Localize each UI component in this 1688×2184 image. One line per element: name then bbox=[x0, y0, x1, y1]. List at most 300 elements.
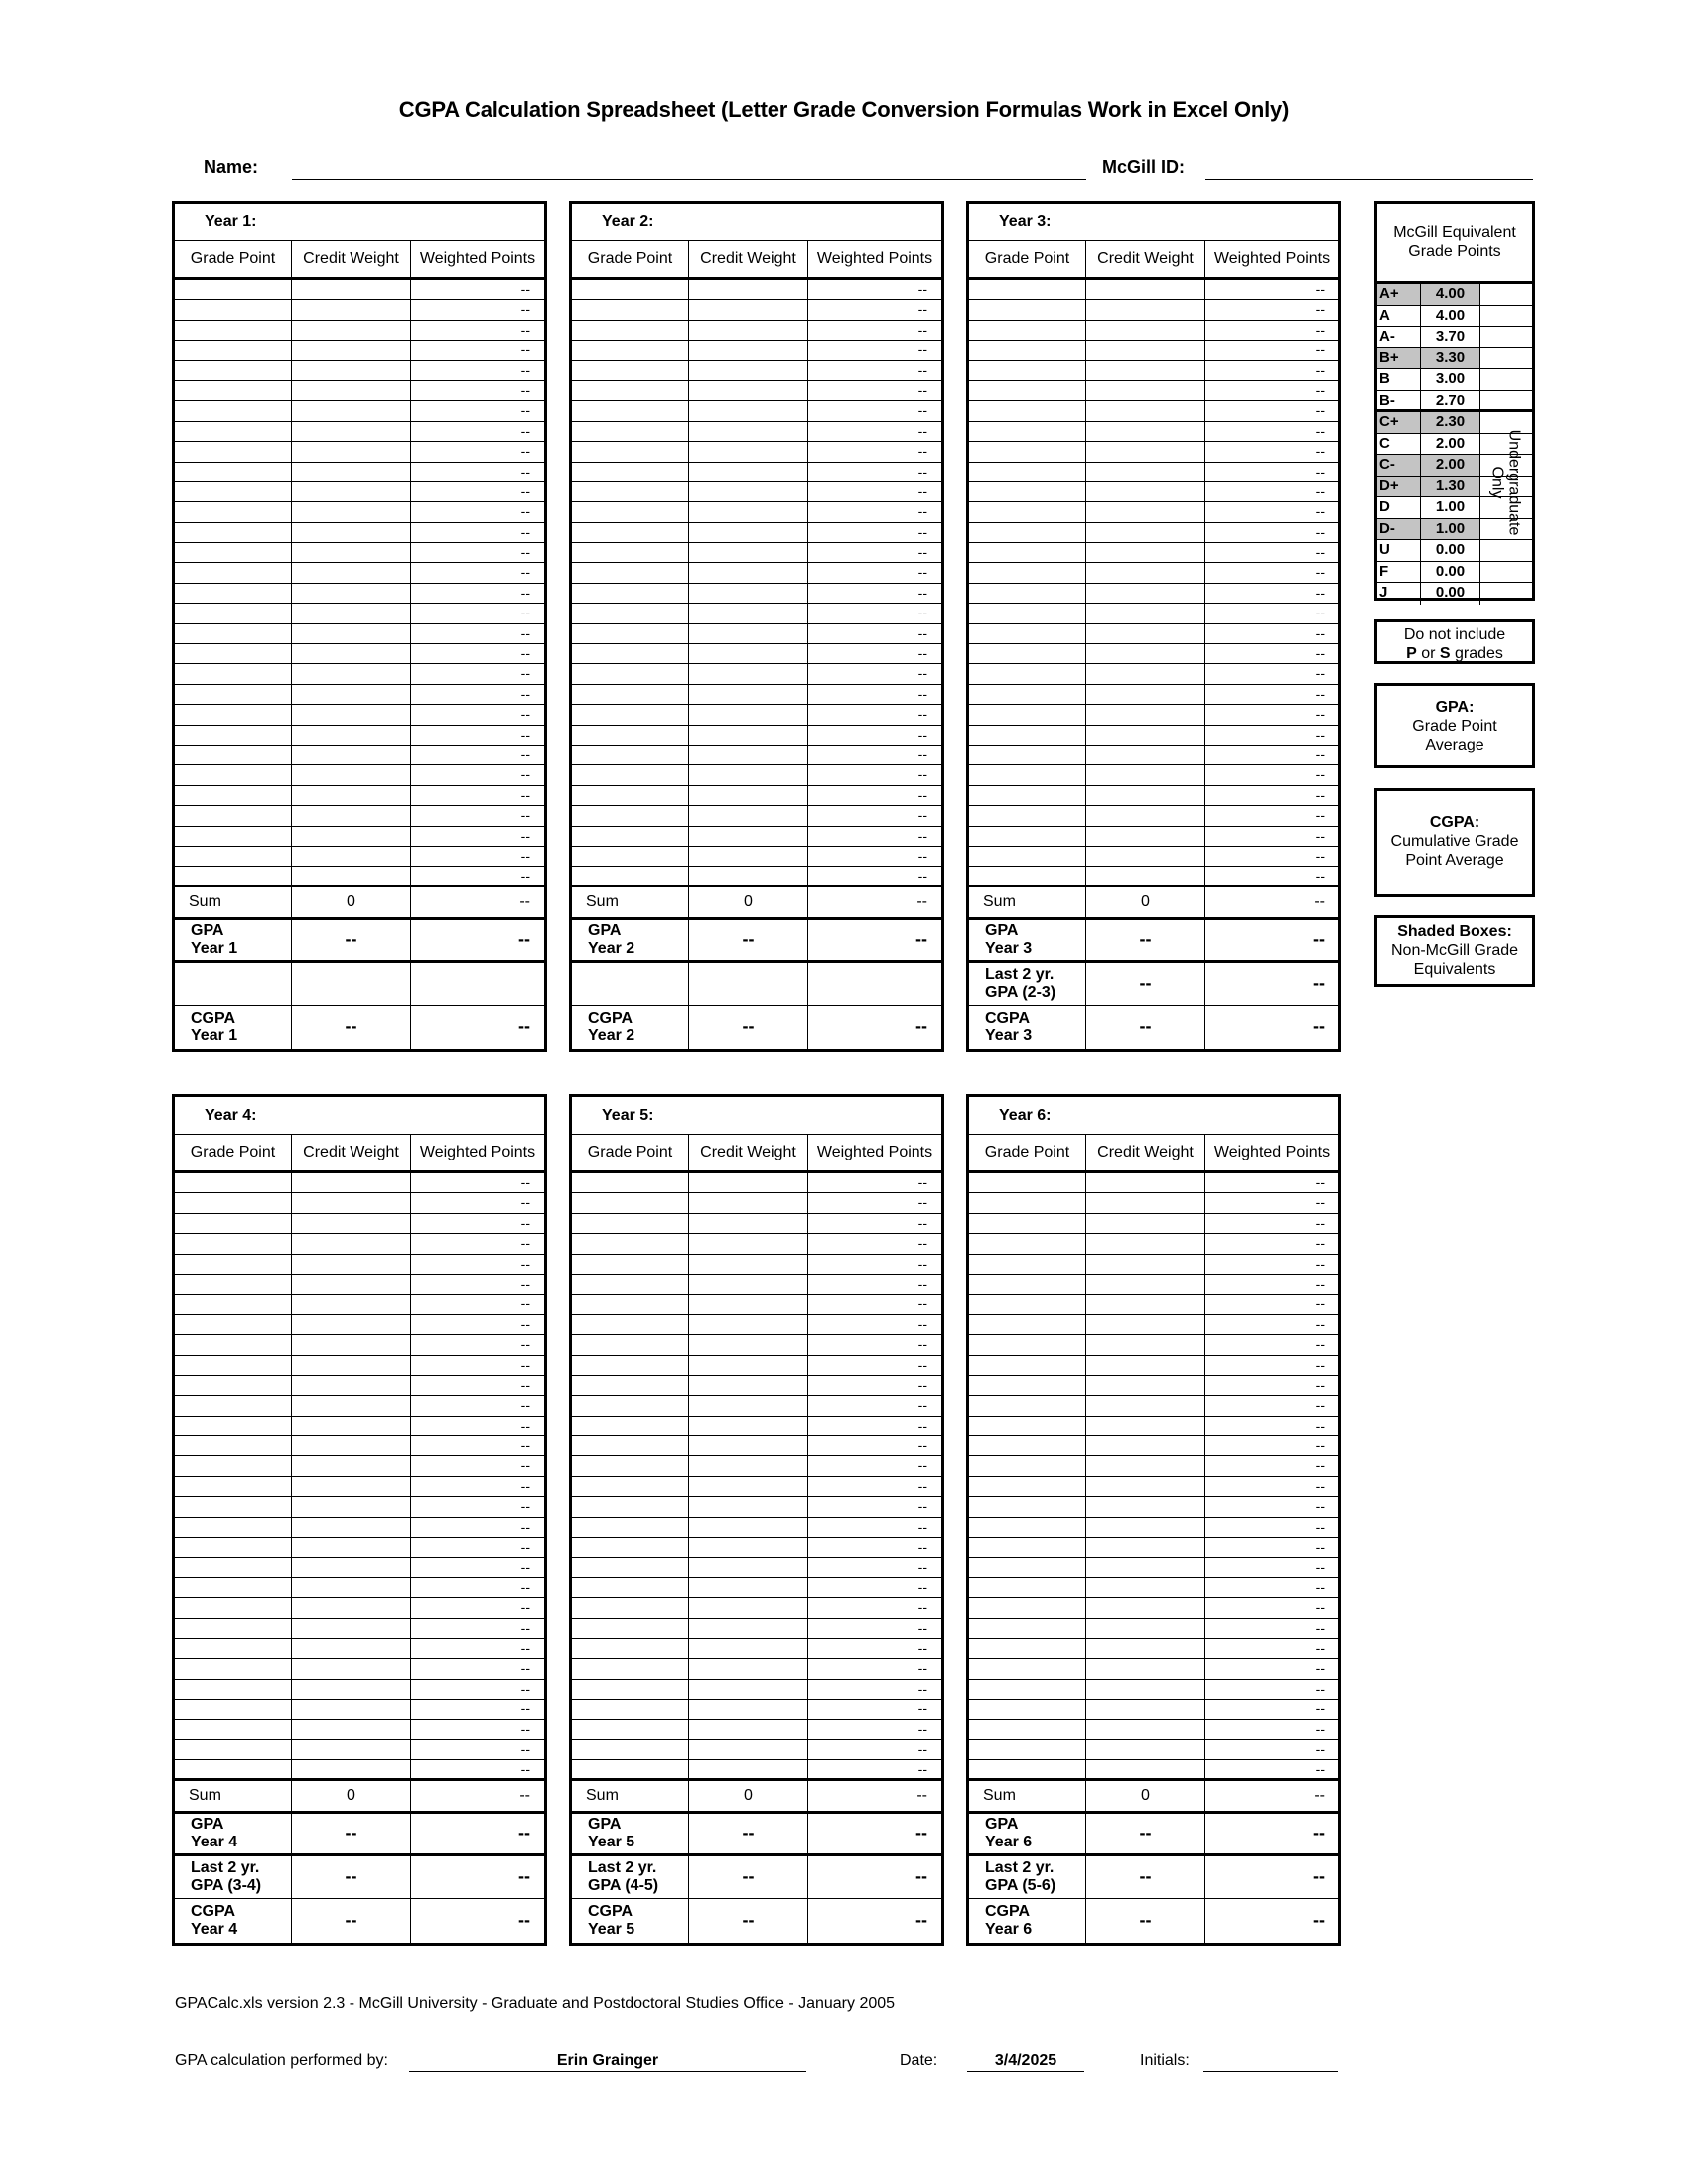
credit-weight-cell[interactable] bbox=[689, 1255, 808, 1274]
credit-weight-cell[interactable] bbox=[292, 1558, 411, 1576]
credit-weight-cell[interactable] bbox=[292, 664, 411, 683]
credit-weight-cell[interactable] bbox=[292, 746, 411, 764]
grade-point-cell[interactable] bbox=[969, 765, 1086, 784]
credit-weight-cell[interactable] bbox=[1086, 1396, 1205, 1415]
credit-weight-cell[interactable] bbox=[689, 765, 808, 784]
credit-weight-cell[interactable] bbox=[292, 523, 411, 542]
credit-weight-cell[interactable] bbox=[689, 463, 808, 481]
credit-weight-cell[interactable] bbox=[1086, 1700, 1205, 1718]
grade-point-cell[interactable] bbox=[969, 321, 1086, 340]
credit-weight-cell[interactable] bbox=[689, 563, 808, 582]
credit-weight-cell[interactable] bbox=[689, 1720, 808, 1739]
grade-point-cell[interactable] bbox=[572, 1315, 689, 1334]
grade-point-cell[interactable] bbox=[572, 685, 689, 704]
credit-weight-cell[interactable] bbox=[689, 1376, 808, 1395]
grade-point-cell[interactable] bbox=[175, 786, 292, 805]
grade-point-cell[interactable] bbox=[175, 1680, 292, 1699]
grade-point-cell[interactable] bbox=[175, 523, 292, 542]
grade-point-cell[interactable] bbox=[175, 1578, 292, 1597]
grade-point-cell[interactable] bbox=[572, 361, 689, 380]
credit-weight-cell[interactable] bbox=[689, 1538, 808, 1557]
credit-weight-cell[interactable] bbox=[292, 1456, 411, 1475]
grade-point-cell[interactable] bbox=[572, 1700, 689, 1718]
grade-point-cell[interactable] bbox=[572, 422, 689, 441]
credit-weight-cell[interactable] bbox=[689, 1214, 808, 1233]
grade-point-cell[interactable] bbox=[572, 664, 689, 683]
grade-point-cell[interactable] bbox=[175, 644, 292, 663]
grade-point-cell[interactable] bbox=[175, 726, 292, 745]
credit-weight-cell[interactable] bbox=[1086, 1173, 1205, 1192]
credit-weight-cell[interactable] bbox=[1086, 1477, 1205, 1496]
grade-point-cell[interactable] bbox=[969, 1760, 1086, 1778]
credit-weight-cell[interactable] bbox=[1086, 604, 1205, 622]
grade-point-cell[interactable] bbox=[969, 726, 1086, 745]
credit-weight-cell[interactable] bbox=[292, 341, 411, 359]
credit-weight-cell[interactable] bbox=[689, 1518, 808, 1537]
credit-weight-cell[interactable] bbox=[292, 401, 411, 420]
grade-point-cell[interactable] bbox=[969, 705, 1086, 724]
grade-point-cell[interactable] bbox=[175, 422, 292, 441]
grade-point-cell[interactable] bbox=[175, 624, 292, 643]
grade-point-cell[interactable] bbox=[969, 1376, 1086, 1395]
credit-weight-cell[interactable] bbox=[292, 847, 411, 866]
credit-weight-cell[interactable] bbox=[689, 401, 808, 420]
grade-point-cell[interactable] bbox=[175, 1619, 292, 1638]
credit-weight-cell[interactable] bbox=[689, 1740, 808, 1759]
grade-point-cell[interactable] bbox=[572, 1255, 689, 1274]
grade-point-cell[interactable] bbox=[572, 1376, 689, 1395]
grade-point-cell[interactable] bbox=[572, 705, 689, 724]
grade-point-cell[interactable] bbox=[969, 523, 1086, 542]
credit-weight-cell[interactable] bbox=[689, 786, 808, 805]
grade-point-cell[interactable] bbox=[572, 1477, 689, 1496]
grade-point-cell[interactable] bbox=[572, 746, 689, 764]
grade-point-cell[interactable] bbox=[969, 1234, 1086, 1253]
grade-point-cell[interactable] bbox=[175, 584, 292, 603]
grade-point-cell[interactable] bbox=[175, 280, 292, 299]
grade-point-cell[interactable] bbox=[572, 1558, 689, 1576]
grade-point-cell[interactable] bbox=[175, 827, 292, 846]
grade-point-cell[interactable] bbox=[175, 1456, 292, 1475]
grade-point-cell[interactable] bbox=[572, 1639, 689, 1658]
credit-weight-cell[interactable] bbox=[292, 786, 411, 805]
grade-point-cell[interactable] bbox=[969, 482, 1086, 501]
grade-point-cell[interactable] bbox=[175, 1335, 292, 1354]
credit-weight-cell[interactable] bbox=[689, 1659, 808, 1678]
credit-weight-cell[interactable] bbox=[1086, 1275, 1205, 1294]
credit-weight-cell[interactable] bbox=[1086, 1193, 1205, 1212]
credit-weight-cell[interactable] bbox=[292, 1396, 411, 1415]
credit-weight-cell[interactable] bbox=[689, 685, 808, 704]
grade-point-cell[interactable] bbox=[175, 1558, 292, 1576]
credit-weight-cell[interactable] bbox=[1086, 1740, 1205, 1759]
grade-point-cell[interactable] bbox=[572, 543, 689, 562]
grade-point-cell[interactable] bbox=[175, 1497, 292, 1516]
grade-point-cell[interactable] bbox=[175, 442, 292, 461]
grade-point-cell[interactable] bbox=[969, 502, 1086, 521]
grade-point-cell[interactable] bbox=[572, 280, 689, 299]
grade-point-cell[interactable] bbox=[969, 644, 1086, 663]
grade-point-cell[interactable] bbox=[175, 1598, 292, 1617]
grade-point-cell[interactable] bbox=[572, 341, 689, 359]
credit-weight-cell[interactable] bbox=[689, 523, 808, 542]
credit-weight-cell[interactable] bbox=[1086, 746, 1205, 764]
credit-weight-cell[interactable] bbox=[1086, 361, 1205, 380]
grade-point-cell[interactable] bbox=[572, 1193, 689, 1212]
grade-point-cell[interactable] bbox=[572, 523, 689, 542]
credit-weight-cell[interactable] bbox=[292, 1760, 411, 1778]
grade-point-cell[interactable] bbox=[175, 847, 292, 866]
credit-weight-cell[interactable] bbox=[292, 1538, 411, 1557]
grade-point-cell[interactable] bbox=[969, 806, 1086, 825]
credit-weight-cell[interactable] bbox=[292, 381, 411, 400]
grade-point-cell[interactable] bbox=[175, 1356, 292, 1375]
credit-weight-cell[interactable] bbox=[689, 847, 808, 866]
credit-weight-cell[interactable] bbox=[689, 422, 808, 441]
credit-weight-cell[interactable] bbox=[292, 726, 411, 745]
grade-point-cell[interactable] bbox=[572, 1173, 689, 1192]
credit-weight-cell[interactable] bbox=[1086, 806, 1205, 825]
grade-point-cell[interactable] bbox=[969, 1456, 1086, 1475]
grade-point-cell[interactable] bbox=[969, 280, 1086, 299]
credit-weight-cell[interactable] bbox=[292, 543, 411, 562]
grade-point-cell[interactable] bbox=[969, 1436, 1086, 1455]
credit-weight-cell[interactable] bbox=[689, 1396, 808, 1415]
grade-point-cell[interactable] bbox=[572, 1436, 689, 1455]
grade-point-cell[interactable] bbox=[175, 604, 292, 622]
credit-weight-cell[interactable] bbox=[292, 705, 411, 724]
credit-weight-cell[interactable] bbox=[292, 422, 411, 441]
credit-weight-cell[interactable] bbox=[1086, 705, 1205, 724]
grade-point-cell[interactable] bbox=[572, 624, 689, 643]
grade-point-cell[interactable] bbox=[969, 847, 1086, 866]
grade-point-cell[interactable] bbox=[175, 1376, 292, 1395]
grade-point-cell[interactable] bbox=[969, 1720, 1086, 1739]
grade-point-cell[interactable] bbox=[175, 543, 292, 562]
grade-point-cell[interactable] bbox=[969, 442, 1086, 461]
grade-point-cell[interactable] bbox=[969, 1680, 1086, 1699]
credit-weight-cell[interactable] bbox=[689, 1335, 808, 1354]
grade-point-cell[interactable] bbox=[175, 705, 292, 724]
credit-weight-cell[interactable] bbox=[292, 1376, 411, 1395]
grade-point-cell[interactable] bbox=[572, 584, 689, 603]
grade-point-cell[interactable] bbox=[969, 867, 1086, 885]
credit-weight-cell[interactable] bbox=[1086, 1417, 1205, 1435]
credit-weight-cell[interactable] bbox=[689, 1417, 808, 1435]
grade-point-cell[interactable] bbox=[572, 1740, 689, 1759]
grade-point-cell[interactable] bbox=[572, 1598, 689, 1617]
grade-point-cell[interactable] bbox=[572, 1234, 689, 1253]
grade-point-cell[interactable] bbox=[969, 664, 1086, 683]
grade-point-cell[interactable] bbox=[572, 604, 689, 622]
grade-point-cell[interactable] bbox=[175, 1315, 292, 1334]
grade-point-cell[interactable] bbox=[969, 685, 1086, 704]
grade-point-cell[interactable] bbox=[175, 321, 292, 340]
credit-weight-cell[interactable] bbox=[292, 806, 411, 825]
credit-weight-cell[interactable] bbox=[1086, 341, 1205, 359]
grade-point-cell[interactable] bbox=[175, 685, 292, 704]
credit-weight-cell[interactable] bbox=[689, 442, 808, 461]
grade-point-cell[interactable] bbox=[572, 401, 689, 420]
credit-weight-cell[interactable] bbox=[1086, 442, 1205, 461]
credit-weight-cell[interactable] bbox=[292, 1740, 411, 1759]
credit-weight-cell[interactable] bbox=[1086, 1558, 1205, 1576]
grade-point-cell[interactable] bbox=[969, 584, 1086, 603]
credit-weight-cell[interactable] bbox=[292, 1680, 411, 1699]
grade-point-cell[interactable] bbox=[572, 300, 689, 319]
credit-weight-cell[interactable] bbox=[292, 1214, 411, 1233]
credit-weight-cell[interactable] bbox=[1086, 867, 1205, 885]
date-field[interactable]: 3/4/2025 bbox=[994, 2052, 1057, 2069]
grade-point-cell[interactable] bbox=[175, 1295, 292, 1313]
credit-weight-cell[interactable] bbox=[292, 563, 411, 582]
credit-weight-cell[interactable] bbox=[689, 644, 808, 663]
credit-weight-cell[interactable] bbox=[1086, 1680, 1205, 1699]
grade-point-cell[interactable] bbox=[572, 786, 689, 805]
grade-point-cell[interactable] bbox=[572, 1659, 689, 1678]
credit-weight-cell[interactable] bbox=[1086, 624, 1205, 643]
credit-weight-cell[interactable] bbox=[689, 1558, 808, 1576]
grade-point-cell[interactable] bbox=[969, 1639, 1086, 1658]
grade-point-cell[interactable] bbox=[969, 1497, 1086, 1516]
grade-point-cell[interactable] bbox=[969, 563, 1086, 582]
credit-weight-cell[interactable] bbox=[1086, 1578, 1205, 1597]
credit-weight-cell[interactable] bbox=[689, 746, 808, 764]
grade-point-cell[interactable] bbox=[175, 341, 292, 359]
credit-weight-cell[interactable] bbox=[689, 341, 808, 359]
grade-point-cell[interactable] bbox=[969, 1214, 1086, 1233]
credit-weight-cell[interactable] bbox=[1086, 1456, 1205, 1475]
credit-weight-cell[interactable] bbox=[1086, 1335, 1205, 1354]
credit-weight-cell[interactable] bbox=[1086, 401, 1205, 420]
credit-weight-cell[interactable] bbox=[689, 1456, 808, 1475]
grade-point-cell[interactable] bbox=[969, 1396, 1086, 1415]
grade-point-cell[interactable] bbox=[175, 1275, 292, 1294]
grade-point-cell[interactable] bbox=[969, 1255, 1086, 1274]
credit-weight-cell[interactable] bbox=[292, 644, 411, 663]
grade-point-cell[interactable] bbox=[969, 1335, 1086, 1354]
grade-point-cell[interactable] bbox=[969, 604, 1086, 622]
credit-weight-cell[interactable] bbox=[1086, 300, 1205, 319]
credit-weight-cell[interactable] bbox=[689, 867, 808, 885]
grade-point-cell[interactable] bbox=[572, 1356, 689, 1375]
credit-weight-cell[interactable] bbox=[292, 1518, 411, 1537]
credit-weight-cell[interactable] bbox=[292, 1295, 411, 1313]
grade-point-cell[interactable] bbox=[969, 1193, 1086, 1212]
grade-point-cell[interactable] bbox=[969, 1275, 1086, 1294]
credit-weight-cell[interactable] bbox=[292, 1598, 411, 1617]
grade-point-cell[interactable] bbox=[572, 1275, 689, 1294]
grade-point-cell[interactable] bbox=[572, 1760, 689, 1778]
credit-weight-cell[interactable] bbox=[1086, 1598, 1205, 1617]
grade-point-cell[interactable] bbox=[175, 482, 292, 501]
credit-weight-cell[interactable] bbox=[689, 624, 808, 643]
credit-weight-cell[interactable] bbox=[1086, 563, 1205, 582]
grade-point-cell[interactable] bbox=[572, 321, 689, 340]
grade-point-cell[interactable] bbox=[175, 563, 292, 582]
credit-weight-cell[interactable] bbox=[1086, 726, 1205, 745]
grade-point-cell[interactable] bbox=[175, 1214, 292, 1233]
credit-weight-cell[interactable] bbox=[1086, 1619, 1205, 1638]
credit-weight-cell[interactable] bbox=[689, 1680, 808, 1699]
credit-weight-cell[interactable] bbox=[1086, 1497, 1205, 1516]
mcgill-id-field[interactable] bbox=[1205, 179, 1533, 180]
credit-weight-cell[interactable] bbox=[689, 1315, 808, 1334]
grade-point-cell[interactable] bbox=[175, 1396, 292, 1415]
credit-weight-cell[interactable] bbox=[689, 827, 808, 846]
credit-weight-cell[interactable] bbox=[1086, 664, 1205, 683]
grade-point-cell[interactable] bbox=[969, 1417, 1086, 1435]
credit-weight-cell[interactable] bbox=[1086, 827, 1205, 846]
grade-point-cell[interactable] bbox=[572, 827, 689, 846]
credit-weight-cell[interactable] bbox=[292, 280, 411, 299]
credit-weight-cell[interactable] bbox=[1086, 1234, 1205, 1253]
credit-weight-cell[interactable] bbox=[292, 1173, 411, 1192]
credit-weight-cell[interactable] bbox=[292, 1417, 411, 1435]
credit-weight-cell[interactable] bbox=[292, 1578, 411, 1597]
grade-point-cell[interactable] bbox=[969, 1173, 1086, 1192]
credit-weight-cell[interactable] bbox=[292, 463, 411, 481]
grade-point-cell[interactable] bbox=[969, 361, 1086, 380]
credit-weight-cell[interactable] bbox=[292, 584, 411, 603]
credit-weight-cell[interactable] bbox=[1086, 644, 1205, 663]
grade-point-cell[interactable] bbox=[572, 644, 689, 663]
credit-weight-cell[interactable] bbox=[1086, 381, 1205, 400]
credit-weight-cell[interactable] bbox=[689, 1295, 808, 1313]
credit-weight-cell[interactable] bbox=[292, 604, 411, 622]
credit-weight-cell[interactable] bbox=[292, 442, 411, 461]
grade-point-cell[interactable] bbox=[969, 1315, 1086, 1334]
credit-weight-cell[interactable] bbox=[689, 705, 808, 724]
grade-point-cell[interactable] bbox=[175, 502, 292, 521]
credit-weight-cell[interactable] bbox=[689, 1436, 808, 1455]
credit-weight-cell[interactable] bbox=[292, 1234, 411, 1253]
credit-weight-cell[interactable] bbox=[292, 1255, 411, 1274]
grade-point-cell[interactable] bbox=[969, 746, 1086, 764]
credit-weight-cell[interactable] bbox=[1086, 321, 1205, 340]
grade-point-cell[interactable] bbox=[969, 1538, 1086, 1557]
grade-point-cell[interactable] bbox=[969, 1518, 1086, 1537]
credit-weight-cell[interactable] bbox=[1086, 584, 1205, 603]
grade-point-cell[interactable] bbox=[969, 1619, 1086, 1638]
credit-weight-cell[interactable] bbox=[292, 1619, 411, 1638]
grade-point-cell[interactable] bbox=[572, 1396, 689, 1415]
grade-point-cell[interactable] bbox=[175, 1234, 292, 1253]
credit-weight-cell[interactable] bbox=[689, 1275, 808, 1294]
credit-weight-cell[interactable] bbox=[1086, 1760, 1205, 1778]
grade-point-cell[interactable] bbox=[572, 1456, 689, 1475]
grade-point-cell[interactable] bbox=[969, 422, 1086, 441]
grade-point-cell[interactable] bbox=[969, 300, 1086, 319]
credit-weight-cell[interactable] bbox=[292, 321, 411, 340]
credit-weight-cell[interactable] bbox=[689, 1639, 808, 1658]
credit-weight-cell[interactable] bbox=[292, 1436, 411, 1455]
credit-weight-cell[interactable] bbox=[689, 604, 808, 622]
credit-weight-cell[interactable] bbox=[1086, 463, 1205, 481]
grade-point-cell[interactable] bbox=[175, 1639, 292, 1658]
grade-point-cell[interactable] bbox=[969, 401, 1086, 420]
grade-point-cell[interactable] bbox=[175, 463, 292, 481]
credit-weight-cell[interactable] bbox=[292, 1659, 411, 1678]
credit-weight-cell[interactable] bbox=[1086, 1295, 1205, 1313]
credit-weight-cell[interactable] bbox=[1086, 1356, 1205, 1375]
grade-point-cell[interactable] bbox=[969, 341, 1086, 359]
credit-weight-cell[interactable] bbox=[689, 502, 808, 521]
grade-point-cell[interactable] bbox=[572, 806, 689, 825]
grade-point-cell[interactable] bbox=[572, 563, 689, 582]
credit-weight-cell[interactable] bbox=[292, 867, 411, 885]
grade-point-cell[interactable] bbox=[572, 1578, 689, 1597]
grade-point-cell[interactable] bbox=[969, 1477, 1086, 1496]
credit-weight-cell[interactable] bbox=[1086, 1518, 1205, 1537]
grade-point-cell[interactable] bbox=[969, 786, 1086, 805]
grade-point-cell[interactable] bbox=[175, 1417, 292, 1435]
grade-point-cell[interactable] bbox=[175, 381, 292, 400]
grade-point-cell[interactable] bbox=[969, 1558, 1086, 1576]
grade-point-cell[interactable] bbox=[969, 1740, 1086, 1759]
grade-point-cell[interactable] bbox=[175, 1538, 292, 1557]
grade-point-cell[interactable] bbox=[175, 1659, 292, 1678]
grade-point-cell[interactable] bbox=[572, 502, 689, 521]
credit-weight-cell[interactable] bbox=[689, 1356, 808, 1375]
credit-weight-cell[interactable] bbox=[1086, 502, 1205, 521]
grade-point-cell[interactable] bbox=[572, 1335, 689, 1354]
grade-point-cell[interactable] bbox=[572, 1518, 689, 1537]
credit-weight-cell[interactable] bbox=[689, 726, 808, 745]
credit-weight-cell[interactable] bbox=[689, 1598, 808, 1617]
credit-weight-cell[interactable] bbox=[689, 1760, 808, 1778]
credit-weight-cell[interactable] bbox=[292, 361, 411, 380]
grade-point-cell[interactable] bbox=[969, 1578, 1086, 1597]
grade-point-cell[interactable] bbox=[175, 1436, 292, 1455]
grade-point-cell[interactable] bbox=[175, 361, 292, 380]
grade-point-cell[interactable] bbox=[572, 1295, 689, 1313]
credit-weight-cell[interactable] bbox=[1086, 1720, 1205, 1739]
grade-point-cell[interactable] bbox=[969, 463, 1086, 481]
credit-weight-cell[interactable] bbox=[1086, 1659, 1205, 1678]
grade-point-cell[interactable] bbox=[572, 765, 689, 784]
grade-point-cell[interactable] bbox=[572, 482, 689, 501]
grade-point-cell[interactable] bbox=[572, 1680, 689, 1699]
credit-weight-cell[interactable] bbox=[1086, 1538, 1205, 1557]
credit-weight-cell[interactable] bbox=[689, 806, 808, 825]
credit-weight-cell[interactable] bbox=[1086, 482, 1205, 501]
grade-point-cell[interactable] bbox=[969, 1598, 1086, 1617]
grade-point-cell[interactable] bbox=[175, 746, 292, 764]
credit-weight-cell[interactable] bbox=[1086, 765, 1205, 784]
credit-weight-cell[interactable] bbox=[292, 685, 411, 704]
credit-weight-cell[interactable] bbox=[292, 1497, 411, 1516]
grade-point-cell[interactable] bbox=[572, 442, 689, 461]
grade-point-cell[interactable] bbox=[175, 1477, 292, 1496]
credit-weight-cell[interactable] bbox=[689, 1700, 808, 1718]
credit-weight-cell[interactable] bbox=[1086, 422, 1205, 441]
grade-point-cell[interactable] bbox=[572, 1497, 689, 1516]
grade-point-cell[interactable] bbox=[175, 1740, 292, 1759]
grade-point-cell[interactable] bbox=[175, 1518, 292, 1537]
credit-weight-cell[interactable] bbox=[1086, 1214, 1205, 1233]
grade-point-cell[interactable] bbox=[175, 401, 292, 420]
credit-weight-cell[interactable] bbox=[689, 543, 808, 562]
grade-point-cell[interactable] bbox=[175, 1173, 292, 1192]
credit-weight-cell[interactable] bbox=[292, 1639, 411, 1658]
credit-weight-cell[interactable] bbox=[292, 1335, 411, 1354]
grade-point-cell[interactable] bbox=[969, 543, 1086, 562]
credit-weight-cell[interactable] bbox=[689, 1193, 808, 1212]
credit-weight-cell[interactable] bbox=[689, 300, 808, 319]
credit-weight-cell[interactable] bbox=[689, 321, 808, 340]
grade-point-cell[interactable] bbox=[969, 624, 1086, 643]
